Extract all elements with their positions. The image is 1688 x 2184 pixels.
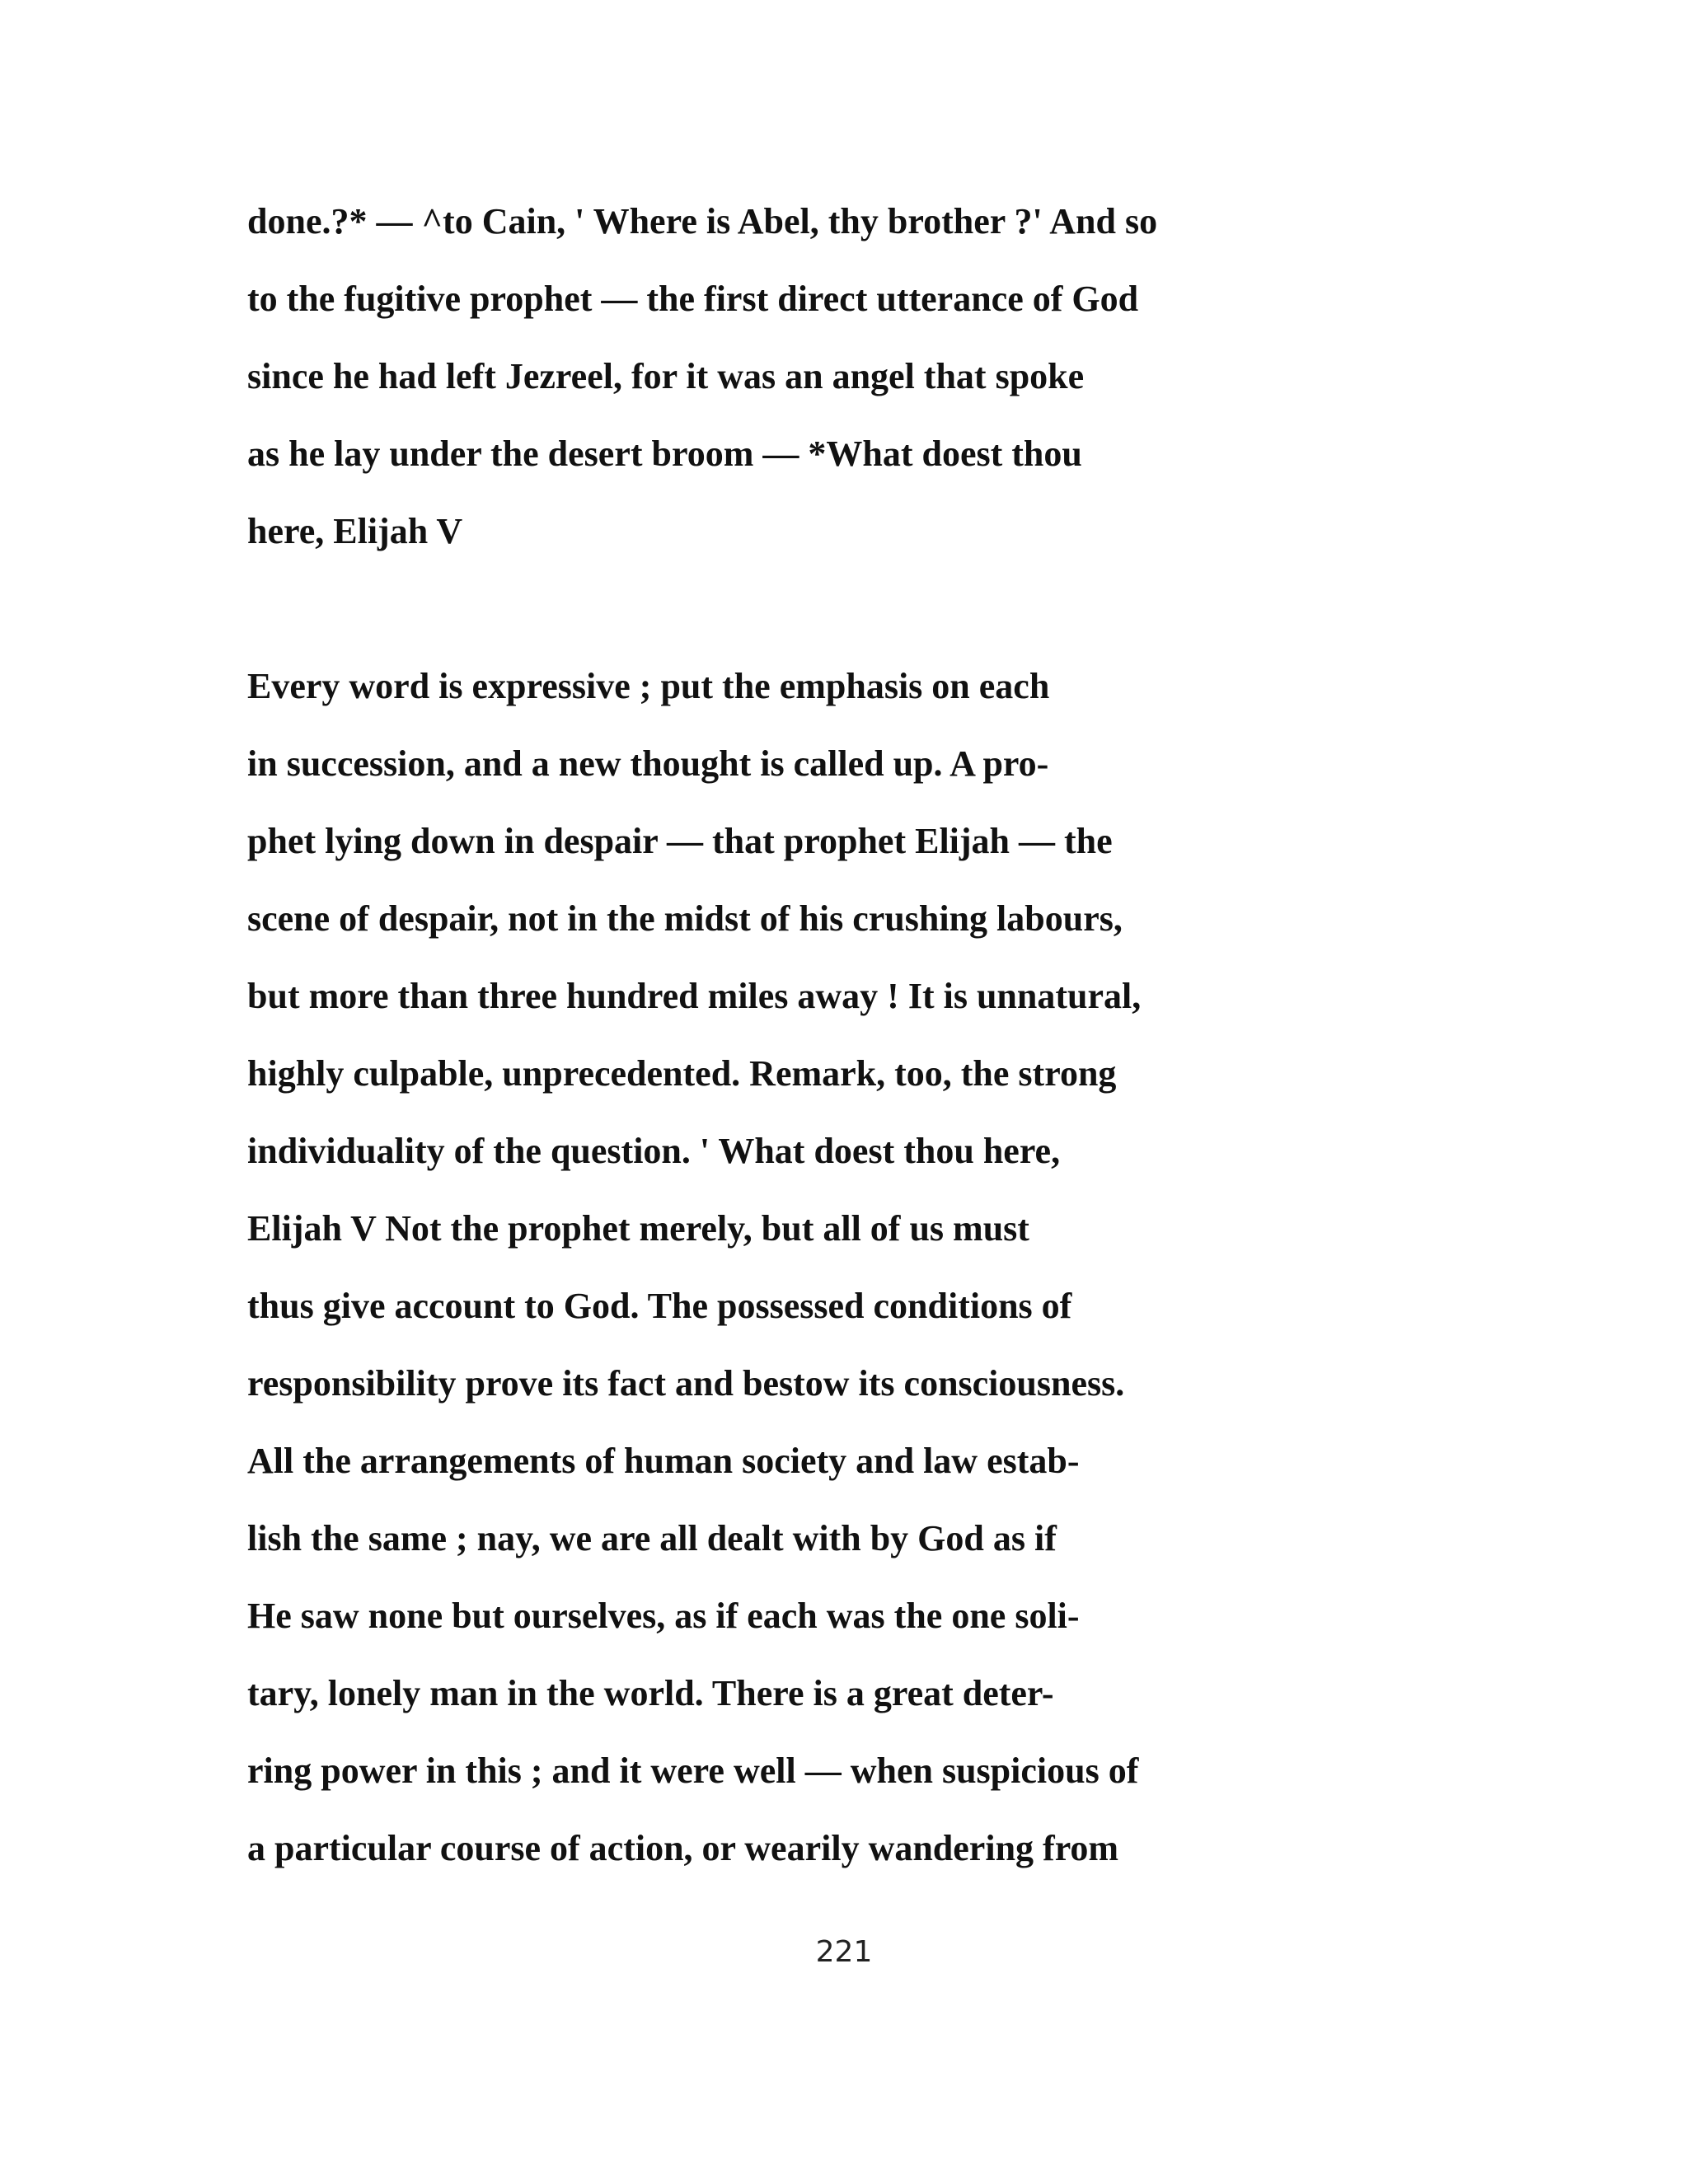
paragraph-spacer	[247, 570, 1500, 648]
text-line: tary, lonely man in the world. There is a great deter-	[247, 1673, 1054, 1713]
text-line: phet lying down in despair — that prophet Elijah — the	[247, 821, 1113, 861]
text-line: as he lay under the desert broom — *What doest thou	[247, 434, 1082, 474]
text-line: since he had left Jezreel, for it was an angel that spoke	[247, 356, 1085, 396]
text-line: He saw none but ourselves, as if each was the one soli-	[247, 1596, 1080, 1636]
paragraph-1	[247, 183, 1500, 570]
text-line: ring power in this ; and it were well — when suspicious of	[247, 1750, 1139, 1791]
text-line: scene of despair, not in the midst of his crushing labours,	[247, 898, 1123, 939]
page-number: 221	[815, 1935, 873, 1969]
text-line: lish the same ; nay, we are all dealt with by God as if	[247, 1518, 1057, 1558]
text-line: here, Elijah V	[247, 511, 463, 551]
text-line: done.?* — ^to Cain, ' Where is Abel, thy brother ?' And so	[247, 201, 1158, 241]
text-line: but more than three hundred miles away ! It is unnatural,	[247, 976, 1142, 1016]
body-text	[247, 183, 1500, 1887]
paragraph-2	[247, 648, 1500, 1887]
text-line: to the fugitive prophet — the first direct utterance of God	[247, 279, 1139, 319]
text-line: individuality of the question. ' What doest thou here,	[247, 1131, 1061, 1171]
text-line: highly culpable, unprecedented. Remark, too, the strong	[247, 1053, 1117, 1094]
text-line: thus give account to God. The possessed conditions of	[247, 1286, 1072, 1326]
text-line: responsibility prove its fact and bestow its consciousness.	[247, 1363, 1125, 1404]
text-line: in succession, and a new thought is called up. A pro-	[247, 743, 1049, 784]
text-line: Elijah V Not the prophet merely, but all of us must	[247, 1208, 1029, 1249]
text-line: Every word is expressive ; put the emphasis on each	[247, 666, 1050, 706]
text-line: a particular course of action, or wearily wandering from	[247, 1828, 1119, 1868]
text-line: All the arrangements of human society and law estab-	[247, 1441, 1080, 1481]
